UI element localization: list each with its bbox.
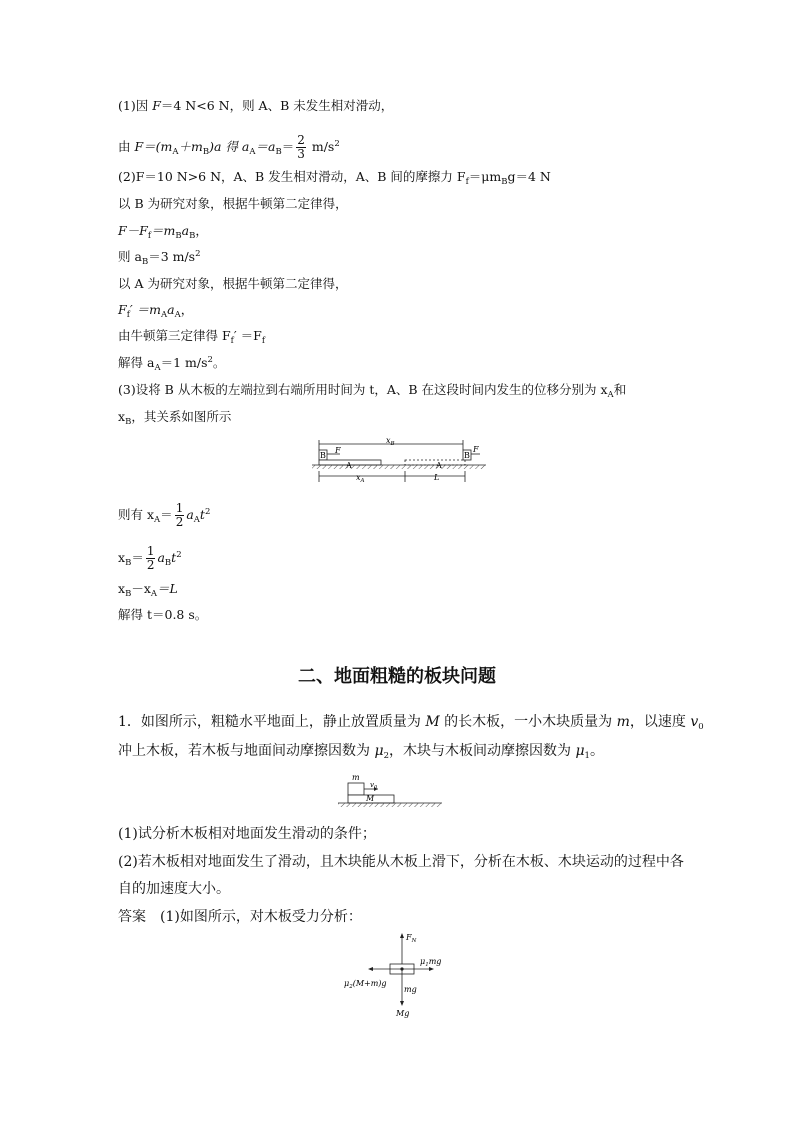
block-on-board-diagram xyxy=(338,770,458,816)
section-heading: 二、地面粗糙的板块问题 xyxy=(298,666,496,687)
svg-text:M: M xyxy=(366,794,375,803)
label-FN: $F_N$ xyxy=(406,933,417,944)
q3-line-1: (3)设将 B 从木板的左端拉到右端所用时间为 t，A、B 在这段时间内发生的位移分别为 $x_A$和 xyxy=(118,382,627,400)
q3-eq-3: $x_B-x_A=L$ xyxy=(118,581,178,599)
board-A-end xyxy=(405,460,465,465)
q2-line-4: 则 $a_B=3$ $m/s^2$ xyxy=(118,249,201,267)
q2-line-8: 解得 $a_A=1$ $m/s^2$。 xyxy=(118,355,226,373)
label-mu2: $\mu_2(M+m)g$ xyxy=(344,979,387,990)
q1-line-1: (1)因 F＝4 N<6 N，则 A、B 未发生相对滑动， xyxy=(118,98,394,113)
q2-line-7: 由牛顿第三定律得 $F_f' =F_f$ xyxy=(118,328,265,346)
q3-eq-2: $x_B=$ $\frac{1}{2}$ $a_Bt^2$ xyxy=(118,544,182,572)
label-xB: $x_B$ xyxy=(386,436,395,447)
q2-line-3: $F-F_f=m_Ba_B$， xyxy=(118,223,208,241)
label-Mg: Mg xyxy=(396,1009,410,1018)
problem-q1: (1)试分析木板相对地面发生滑动的条件； xyxy=(118,826,376,842)
problem-q2-line-1: (2)若木板相对地面发生了滑动，且木块能从木板上滑下，分析在木板、木块运动的过程中各 xyxy=(118,854,684,870)
board-displacement-diagram xyxy=(310,436,490,488)
block-m xyxy=(348,783,364,795)
fraction: $\frac{1}{2}$ xyxy=(146,544,155,572)
problem-line-1: 1．如图所示，粗糙水平地面上，静止放置质量为 M 的长木板，一小木块质量为 m，以速度 $v_0$ xyxy=(118,714,704,732)
fraction: $\frac{1}{2}$ xyxy=(175,501,184,529)
label-mu1mg: $\mu_1mg$ xyxy=(420,957,442,968)
q2-line-2: 以 B 为研究对象，根据牛顿第二定律得， xyxy=(118,196,348,211)
svg-text:B: B xyxy=(320,451,326,460)
force-diagram xyxy=(340,930,460,1018)
q1-line-2: 由 $F=(m_A+m_B)a$ 得 $a_A=a_B=$ $\frac{2}{3}$ $m/s^2$ xyxy=(118,133,340,161)
answer-line: 答案 (1)如图所示，对木板受力分析： xyxy=(118,909,362,925)
label-mg: mg xyxy=(404,985,417,994)
q2-line-1: (2)F＝10 N>6 N，A、B 发生相对滑动，A、B 间的摩擦力 $F_f=\mu m_Bg=4$ N xyxy=(118,169,551,187)
svg-text:m: m xyxy=(352,773,360,782)
q2-line-5: 以 A 为研究对象，根据牛顿第二定律得， xyxy=(118,276,348,291)
svg-text:B: B xyxy=(464,451,470,460)
svg-text:F: F xyxy=(473,445,479,454)
svg-text:F: F xyxy=(335,446,341,455)
q3-eq-4: 解得 t＝0.8 s。 xyxy=(118,607,208,622)
fraction: $\frac{2}{3}$ xyxy=(297,133,305,161)
problem-q2-line-2: 自的加速度大小。 xyxy=(118,881,230,897)
label-v0: $v_0$ xyxy=(370,781,378,791)
label-xA: $x_A$ xyxy=(356,473,365,484)
q3-eq-1: 则有 $x_A=$ $\frac{1}{2}$ $a_At^2$ xyxy=(118,501,211,529)
problem-line-2: 冲上木板，若木板与地面间动摩擦因数为 $\mu_2$，木块与木板间动摩擦因数为 $\mu_1$。 xyxy=(118,743,604,761)
q2-line-6: $F_f' =m_Aa_A$， xyxy=(118,302,194,320)
label-L: L xyxy=(434,473,440,482)
q3-line-2: $x_B$，其关系如图所示 xyxy=(118,409,232,427)
